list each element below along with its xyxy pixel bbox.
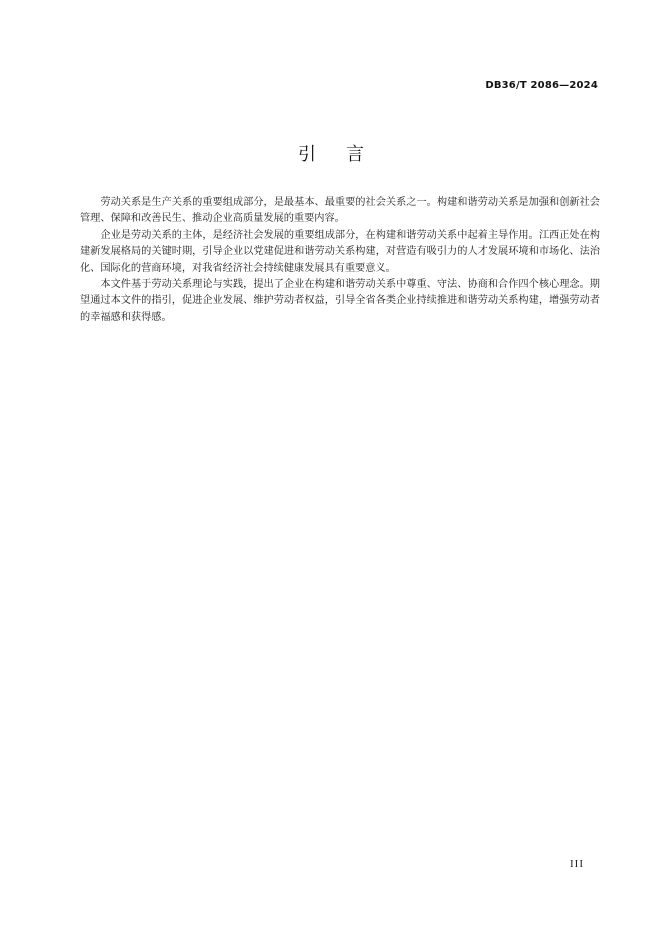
- paragraph: 企业是劳动关系的主体，是经济社会发展的重要组成部分，在构建和谐劳动关系中起着主导作用。江西正处在构建新发展格局的关键时期，引导企业以党建促进和谐劳动关系构建，对营造有吸引力的人才发展环境和市场化、法治化、国际化的营商环境，对我省经济社会持续健康发展具有重要意义。: [80, 229, 600, 274]
- body-text: [80, 195, 600, 326]
- section-title: 引言: [298, 144, 394, 165]
- paragraph: 劳动关系是生产关系的重要组成部分，是最基本、最重要的社会关系之一。构建和谐劳动关系是加强和创新社会管理、保障和改善民生、推动企业高质量发展的重要内容。: [80, 197, 600, 225]
- paragraph: 本文件基于劳动关系理论与实践，提出了企业在构建和谐劳动关系中尊重、守法、协商和合作四个核心理念。期望通过本文件的指引，促进企业发展、维护劳动者权益，引导全省各类企业持续推进和谐劳动关系构建，增强劳动者的幸福感和获得感。: [80, 279, 600, 323]
- document-code: DB36/T 2086—2024: [485, 80, 598, 91]
- page-number: III: [570, 858, 584, 870]
